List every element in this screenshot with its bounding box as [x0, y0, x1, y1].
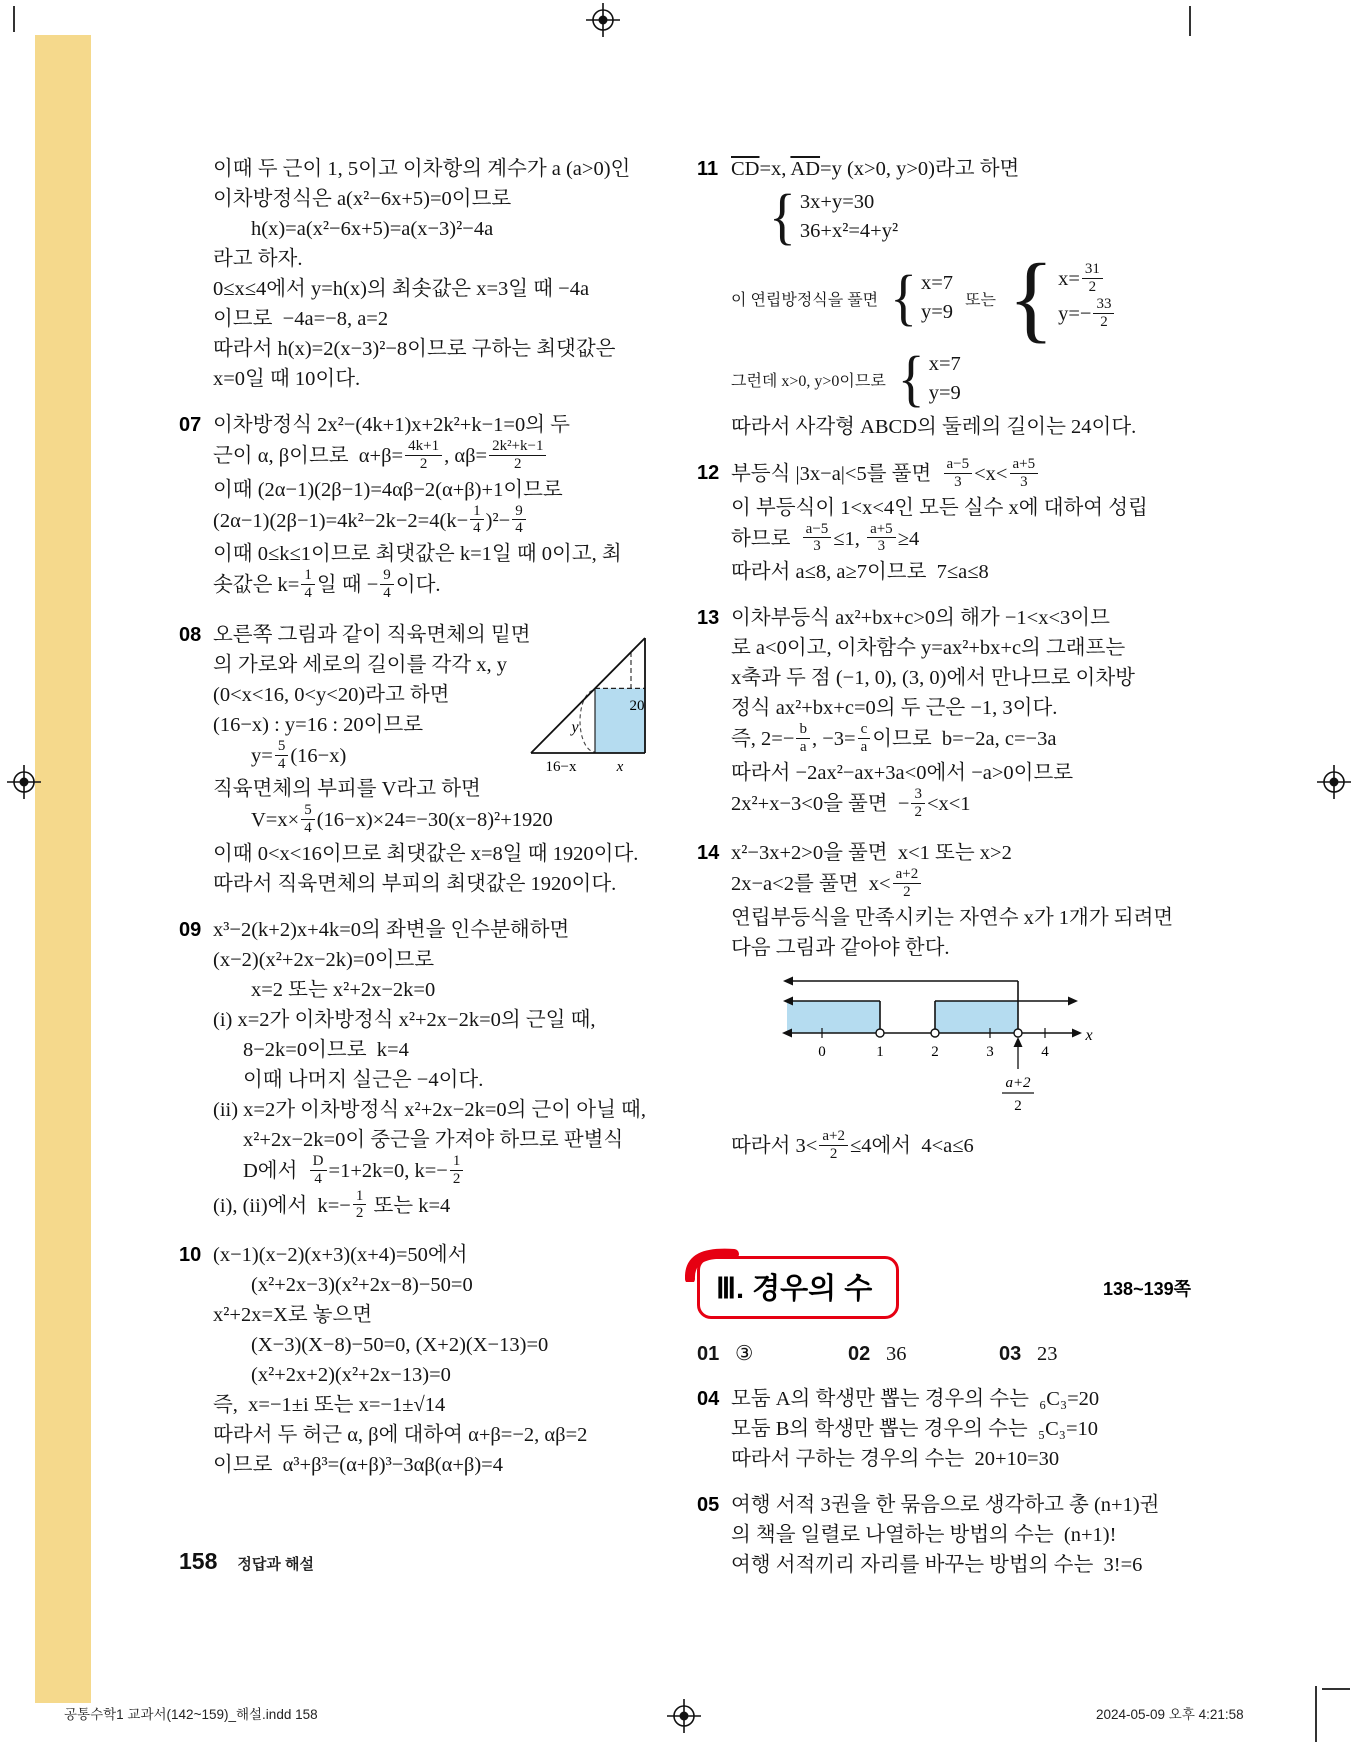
- problem-number: 09: [179, 918, 202, 941]
- solution-line: 이때 0<x<16이므로 최댓값은 x=8일 때 1920이다.: [213, 842, 639, 865]
- solution-line: 오른쪽 그림과 같이 직육면체의 밑면: [213, 623, 531, 646]
- system-line: x=7: [928, 353, 961, 375]
- problem-04: [697, 1384, 1197, 1474]
- solution-line: (x−1)(x−2)(x+3)(x+4)=50에서: [213, 1244, 468, 1267]
- tick-label: 4: [1041, 1043, 1049, 1060]
- solution-line: 따라서 사각형 ABCD의 둘레의 길이는 24이다.: [731, 416, 1137, 438]
- solution-line: x²+2x=X로 놓으면: [213, 1304, 373, 1327]
- registration-mark-left: [7, 765, 41, 799]
- problem-number: 13: [697, 607, 720, 630]
- problem-11: [697, 154, 1197, 442]
- right-column: [697, 154, 1197, 1181]
- solution-line: $\overline{CD}=x$, $\overline{AD}=y$ (x>0, y>0)라고 하면: [731, 158, 1020, 180]
- system-brace: {: [890, 263, 917, 333]
- solution-line: 하므로 $\frac{a-5}{3}$ ≤1, $\frac{a+5}{3}$ ≥4: [731, 520, 920, 555]
- print-footer-right: 2024-05-09 오후 4:21:58: [1096, 1707, 1244, 1722]
- solution-line: (x²+2x−3)(x²+2x−8)−50=0: [251, 1274, 473, 1297]
- base-left-label: 16−x: [545, 758, 577, 775]
- problem-number: 07: [179, 414, 202, 436]
- solution-line: 정식 ax²+bx+c=0의 두 근은 −1, 3이다.: [731, 697, 1058, 720]
- system-line: 36+x²=4+y²: [799, 220, 899, 242]
- solution-line: 의 가로와 세로의 길이를 각각 x, y: [213, 653, 508, 676]
- tick-label: 0: [818, 1043, 826, 1060]
- problem-number: 08: [179, 623, 202, 646]
- section-title: Ⅲ. 경우의 수: [716, 1273, 873, 1305]
- answer-value: 36: [886, 1343, 907, 1365]
- solution-line: 부등식 |3x−a|<5를 풀면 $\frac{a-5}{3}$ <x< $\frac{a+5}{3}$: [731, 458, 1197, 493]
- page-footer-label: 정답과 해설: [237, 1556, 314, 1573]
- solution-line: 즉, 2=− $\frac{b}{a}$ , −3= $\frac{c}{a}$ 이므로 b=−2a, c=−3a: [731, 721, 1057, 755]
- solution-line: (i) x=2가 이차방정식 x²+2x−2k=0의 근일 때,: [213, 1008, 596, 1031]
- yellow-margin-band: [35, 35, 91, 1703]
- solution-line: 다음 그림과 같아야 한다.: [731, 936, 950, 959]
- solution-line: 이므로 α³+β³=(α+β)³−3αβ(α+β)=4: [213, 1454, 503, 1477]
- solution-line: 8−2k=0이므로 k=4: [243, 1038, 409, 1061]
- page-footer: [179, 1548, 314, 1575]
- solution-line: 의 책을 일렬로 나열하는 방법의 수는 (n+1)!: [731, 1524, 1117, 1546]
- solution-line: 따라서 직육면체의 부피의 최댓값은 1920이다.: [213, 872, 617, 895]
- trim-mark: [1189, 6, 1191, 36]
- solution-line: 솟값은 k= $\frac{1}{4}$ 일 때 − $\frac{9}{4}$ 이다.: [213, 567, 441, 601]
- problem-10: [179, 1240, 631, 1480]
- problem-14: [697, 838, 1197, 1164]
- solution-line: 이때 (2α−1)(2β−1)=4αβ−2(α+β)+1이므로: [213, 478, 563, 501]
- solution-line: 이차부등식 ax²+bx+c>0의 해가 −1<x<3이므: [731, 607, 1110, 630]
- or-label: 또는: [965, 291, 996, 309]
- problem-08: [179, 620, 645, 899]
- problem-number: 12: [697, 462, 720, 484]
- solution-line: 모둠 B의 학생만 뽑는 경우의 수는 ₅C₃=10: [731, 1418, 1099, 1440]
- answer-number: 03: [999, 1343, 1022, 1365]
- problem-12: [697, 458, 1197, 587]
- triangle-figure: [527, 630, 662, 780]
- system-brace: {: [1007, 242, 1055, 353]
- tick-label: 2: [931, 1043, 939, 1060]
- problem-number: 14: [697, 842, 720, 865]
- condition-label: 그런데 x>0, y>0이므로: [731, 372, 886, 390]
- answer-value: 23: [1037, 1343, 1058, 1365]
- registration-mark-top: [586, 3, 620, 37]
- registration-mark-right: [1317, 765, 1351, 799]
- side-label: y: [571, 718, 579, 736]
- section-hook-icon: [685, 1246, 739, 1282]
- problem-06-continuation: [213, 154, 631, 394]
- solution-line: 근이 α, β이므로 α+β= $\frac{4k+1}{2}$ , αβ= $\frac{\text{2k²+k−1}}{2}$: [213, 440, 631, 475]
- section-header: [697, 1256, 1197, 1319]
- system-line: 3x+y=30: [799, 191, 875, 213]
- problem-number: 04: [697, 1388, 720, 1410]
- print-footer-left: 공통수학1 교과서(142~159)_해설.indd 158: [64, 1707, 318, 1722]
- solution-line: y= $\frac{5}{4}$ (16−x): [251, 737, 347, 772]
- answer-value: ③: [735, 1343, 754, 1365]
- problem-09: [179, 915, 646, 1224]
- answers-row: [697, 1341, 1197, 1366]
- solution-line: x=2 또는 x²+2x−2k=0: [251, 978, 436, 1001]
- solution-line: [731, 242, 1197, 353]
- solution-line: [731, 344, 1197, 414]
- solve-label: 이 연립방정식을 풀면: [731, 291, 879, 309]
- problem-05: [697, 1490, 1197, 1580]
- problem-07: [179, 410, 631, 604]
- solution-line: 이때 0≤k≤1이므로 최댓값은 k=1일 때 0이고, 최: [213, 543, 622, 566]
- solution-line: x축과 두 점 (−1, 0), (3, 0)에서 만나므로 이차방: [731, 667, 1135, 690]
- system-line: y=9: [928, 382, 961, 404]
- system-line: y=9: [921, 301, 954, 323]
- solution-line: 2x²+x−3<0을 풀면 − $\frac{3}{2}$ <x<1: [731, 785, 971, 820]
- page-number: 158: [179, 1548, 218, 1574]
- left-column: [179, 154, 646, 1496]
- solution-line: 여행 서적 3권을 한 묶음으로 생각하고 총 (n+1)권: [731, 1494, 1160, 1516]
- answer-number: 02: [848, 1343, 871, 1365]
- solution-line: (0<x<16, 0<y<20)라고 하면: [213, 683, 450, 706]
- answer-number: 01: [697, 1343, 720, 1365]
- system-line: x=7: [921, 272, 954, 294]
- solution-line: (i), (ii)에서 k=− $\frac{1}{2}$ 또는 k=4: [213, 1187, 451, 1222]
- system-brace: {: [897, 344, 925, 414]
- section-pages-label: 138~139쪽: [1103, 1278, 1191, 1299]
- trim-mark: [1322, 1688, 1350, 1690]
- solution-line: 연립부등식을 만족시키는 자연수 x가 1개가 되려면: [731, 906, 1174, 929]
- solution-line: 2x−a<2를 풀면 x< $\frac{a+2}{2}$: [731, 868, 1197, 903]
- solution-line: 이 부등식이 1<x<4인 모든 실수 x에 대하여 성립: [731, 496, 1148, 519]
- solution-line: 따라서 3< $\frac{a+2}{2}$ ≤4에서 4<a≤6: [731, 1127, 974, 1162]
- solution-line: 로 a<0이고, 이차함수 y=ax²+bx+c의 그래프는: [731, 637, 1126, 660]
- tick-label: 1: [876, 1043, 884, 1060]
- solution-line: D에서 $\frac{D}{4}$ =1+2k=0, k=− $\frac{1}{2}$: [213, 1155, 646, 1190]
- problem-number: 05: [697, 1494, 720, 1516]
- solution-line: x²+2x−2k=0이 중근을 가져야 하므로 판별식: [243, 1128, 624, 1151]
- solution-line: (16−x) : y=16 : 20이므로: [213, 713, 424, 736]
- solution-line: (ii) x=2가 이차방정식 x²+2x−2k=0의 근이 아닐 때,: [213, 1098, 646, 1121]
- tick-label: 3: [986, 1043, 994, 1060]
- solution-line: 모둠 A의 학생만 뽑는 경우의 수는 ₆C₃=20: [731, 1388, 1100, 1410]
- section-3-block: [697, 1256, 1197, 1596]
- solution-line: (x−2)(x²+2x−2k)=0이므로: [213, 948, 435, 971]
- solution-line: 0≤x≤4에서 y=h(x)의 최솟값은 x=3일 때 −4a: [213, 278, 590, 300]
- solution-line: 이때 두 근이 1, 5이고 이차항의 계수가 a (a>0)인: [213, 158, 631, 180]
- solution-line: 이차방정식은 a(x²−6x+5)=0이므로: [213, 188, 512, 210]
- system-brace: {: [769, 182, 796, 252]
- solution-line: x³−2(k+2)x+4k=0의 좌변을 인수분해하면: [213, 918, 570, 941]
- section-title-box: [697, 1256, 899, 1319]
- solution-line: 즉, x=−1±i 또는 x=−1±√14: [213, 1394, 446, 1417]
- solution-line: (x²+2x+2)(x²+2x−13)=0: [251, 1364, 451, 1387]
- solution-line: V=x× $\frac{5}{4}$ (16−x)×24=−30(x−8)²+1920: [251, 802, 553, 837]
- solution-line: 따라서 구하는 경우의 수는 20+10=30: [731, 1448, 1060, 1470]
- solution-line: 이때 나머지 실근은 −4이다.: [243, 1068, 484, 1091]
- trim-mark: [13, 6, 15, 32]
- solution-line: 라고 하자.: [213, 248, 303, 270]
- equation-system: [731, 182, 1197, 252]
- solution-line: 따라서 −2ax²−ax+3a<0에서 −a>0이므로: [731, 761, 1074, 784]
- number-line-figure: [775, 971, 1105, 1119]
- marker-fraction-numerator: a+2: [1005, 1074, 1031, 1091]
- marker-fraction-denominator: 2: [1014, 1097, 1022, 1114]
- problem-number: 11: [697, 158, 719, 180]
- registration-mark-bottom: [667, 1699, 701, 1733]
- solution-line: 따라서 a≤8, a≥7이므로 7≤a≤8: [731, 561, 989, 584]
- solution-line: x²−3x+2>0을 풀면 x<1 또는 x>2: [731, 842, 1012, 865]
- leg-label: 20: [629, 697, 645, 714]
- solution-line: 따라서 h(x)=2(x−3)²−8이므로 구하는 최댓값은: [213, 338, 616, 360]
- base-right-label: x: [616, 758, 624, 775]
- solution-line: (2α−1)(2β−1)=4k²−2k−2=4(k− $\frac{1}{4}$ )²− $\frac{9}{4}$: [213, 505, 631, 540]
- solution-line: 따라서 두 허근 α, β에 대하여 α+β=−2, αβ=2: [213, 1424, 588, 1447]
- axis-label: x: [1085, 1026, 1093, 1044]
- system-line: x= $\frac{31}{2}$: [1058, 263, 1116, 298]
- problem-number: 10: [179, 1244, 202, 1267]
- solution-line: 여행 서적끼리 자리를 바꾸는 방법의 수는 3!=6: [731, 1554, 1143, 1576]
- solution-line: x=0일 때 10이다.: [213, 368, 361, 390]
- solution-line: 이므로 −4a=−8, a=2: [213, 308, 389, 330]
- solution-line: 직육면체의 부피를 V라고 하면: [213, 778, 481, 801]
- trim-mark: [1315, 1686, 1317, 1742]
- solution-line: h(x)=a(x²−6x+5)=a(x−3)²−4a: [251, 218, 494, 240]
- problem-13: [697, 603, 1197, 822]
- system-line: y=− $\frac{33}{2}$: [1058, 298, 1116, 333]
- solution-line: 이차방정식 2x²−(4k+1)x+2k²+k−1=0의 두: [213, 414, 570, 436]
- solution-line: (X−3)(X−8)−50=0, (X+2)(X−13)=0: [251, 1334, 549, 1357]
